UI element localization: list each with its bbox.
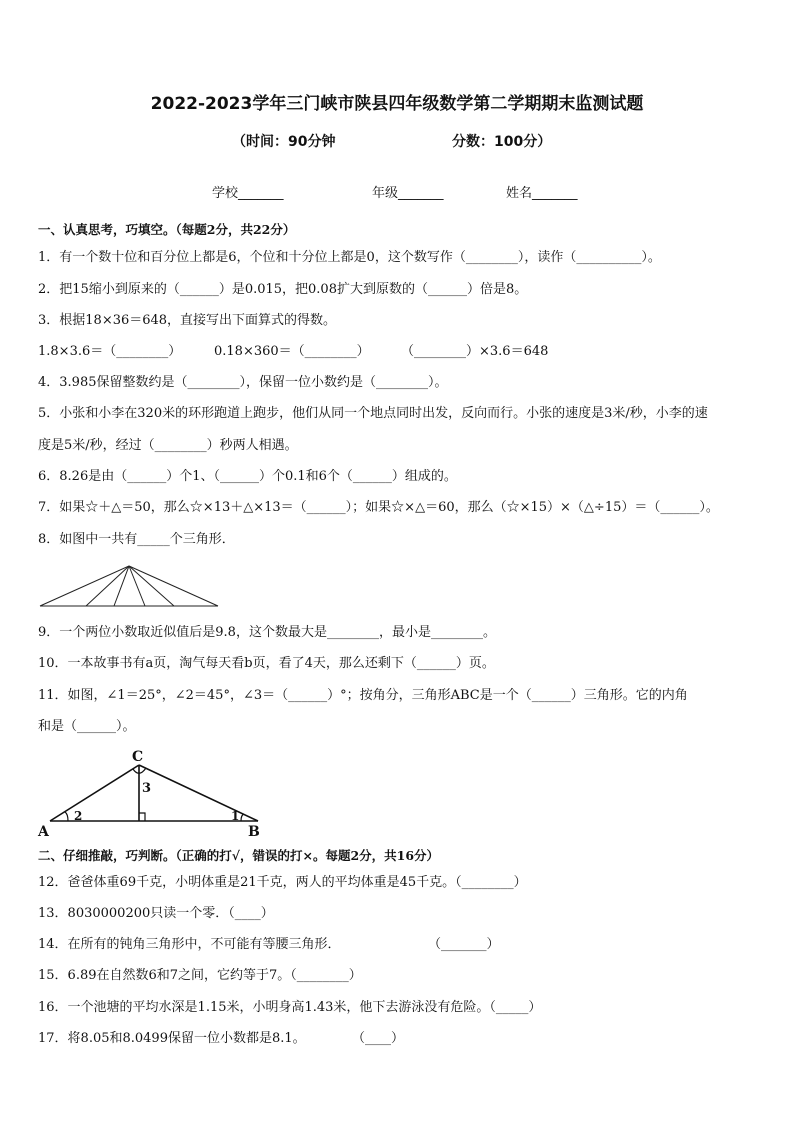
- question-16: 16．一个池塘的平均水深是1.15米，小明身高1.43米，他下去游泳没有危险。（_____）: [38, 1000, 542, 1015]
- question-5-line1: 5．小张和小李在320米的环形跑道上跑步，他们从同一个地点同时出发，反向而行。小张的速度是3米/秒，小李的速: [38, 406, 708, 421]
- vertex-a-label: A: [38, 824, 49, 840]
- question-9: 9．一个两位小数取近似值后是9.8，这个数最大是________，最小是________。: [38, 625, 496, 640]
- question-7: 7．如果☆＋△＝50，那么☆×13＋△×13＝（______）；如果☆×△＝60，那么（☆×15）×（△÷15）＝（______）。: [38, 500, 719, 515]
- question-6: 6．8.26是由（______）个1、（______）个0.1和6个（______）组成的。: [38, 469, 457, 484]
- question-15: 15．6.89在自然数6和7之间，它约等于7。（________）: [38, 968, 362, 983]
- question-17: 17．将8.05和8.0499保留一位小数都是8.1。: [38, 1031, 306, 1046]
- question-1: 1．有一个数十位和百分位上都是6，个位和十分位上都是0，这个数写作（________），读作（__________）。: [38, 250, 661, 265]
- question-12: 12．爸爸体重69千克，小明体重是21千克，两人的平均体重是45千克。（________）: [38, 875, 527, 890]
- time-label: （时间：90分钟: [232, 134, 336, 150]
- triangle-fan-figure: [38, 564, 222, 610]
- question-11-line1: 11．如图，∠1＝25°，∠2＝45°，∠3＝（______）°；按角分，三角形ABC是一个（______）三角形。它的内角: [38, 688, 688, 703]
- question-3a: 1.8×3.6＝（________）: [38, 344, 182, 359]
- score-label: 分数：100分）: [452, 134, 552, 150]
- question-11-line2: 和是（______）。: [38, 719, 136, 734]
- section1-heading: 一、认真思考，巧填空。（每题2分，共22分）: [38, 222, 296, 237]
- name-field[interactable]: 姓名_______: [506, 186, 578, 201]
- question-2: 2．把15缩小到原来的（______）是0.015，把0.08扩大到原数的（______）倍是8。: [38, 282, 528, 297]
- triangle-abc-figure: [36, 748, 268, 840]
- question-5-line2: 度是5米/秒，经过（________）秒两人相遇。: [38, 438, 298, 453]
- question-10: 10．一本故事书有a页，淘气每天看b页，看了4天，那么还剩下（______）页。: [38, 656, 495, 671]
- vertex-c-label: C: [132, 749, 144, 765]
- question-17-answer[interactable]: （____）: [352, 1031, 405, 1046]
- question-14: 14．在所有的钝角三角形中，不可能有等腰三角形．: [38, 937, 341, 952]
- question-8: 8．如图中一共有_____个三角形．: [38, 532, 235, 547]
- school-field[interactable]: 学校_______: [212, 186, 284, 201]
- grade-field[interactable]: 年级_______: [372, 186, 444, 201]
- question-3c: （________）×3.6＝648: [401, 344, 549, 359]
- page-title: 2022-2023学年三门峡市陕县四年级数学第二学期期末监测试题: [150, 94, 644, 114]
- section2-heading: 二、仔细推敲，巧判断。（正确的打√，错误的打×。每题2分，共16分）: [38, 848, 440, 863]
- question-3: 3．根据18×36＝648，直接写出下面算式的得数。: [38, 313, 337, 328]
- angle-3-label: 3: [142, 781, 152, 796]
- vertex-b-label: B: [248, 824, 260, 840]
- angle-1-label: 1: [231, 809, 240, 823]
- question-3b: 0.18×360＝（________）: [214, 344, 370, 359]
- question-13: 13．8030000200只读一个零．（____）: [38, 906, 274, 921]
- question-4: 4．3.985保留整数约是（________），保留一位小数约是（________）。: [38, 375, 448, 390]
- question-14-answer[interactable]: （_______）: [428, 937, 500, 952]
- angle-2-label: 2: [74, 809, 83, 823]
